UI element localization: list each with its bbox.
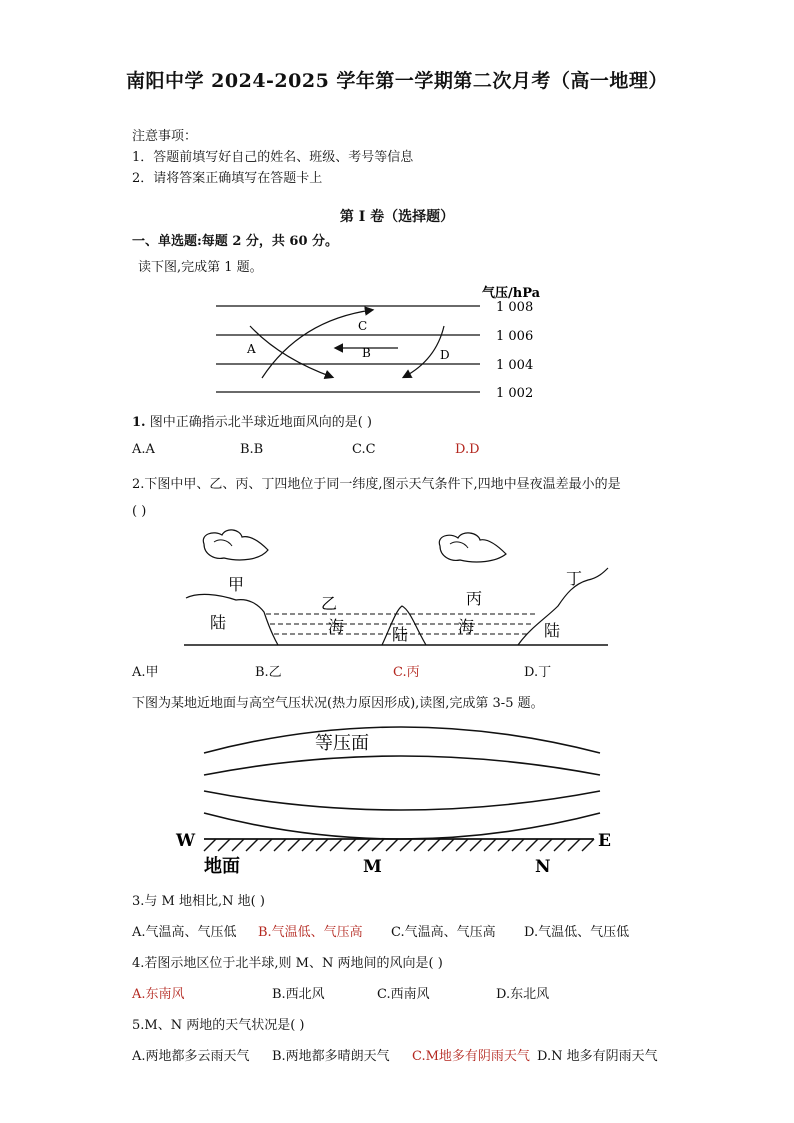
- label-sea: 海: [328, 617, 345, 636]
- section-title: 第 I 卷（选择题）: [339, 209, 455, 225]
- label-m: M: [363, 857, 382, 877]
- q5-option-a: A.两地都多云雨天气: [132, 1049, 250, 1064]
- label-land: 陆: [544, 621, 561, 640]
- label-land: 陆: [392, 625, 409, 644]
- q1-text: 图中正确指示北半球近地面风向的是( ): [145, 415, 372, 430]
- coast-ding: [518, 568, 608, 645]
- q4-option-d: D.东北风: [496, 987, 550, 1002]
- q2-stem: 2.下图中甲、乙、丙、丁四地位于同一纬度,图示天气条件下,四地中昼夜温差最小的是: [132, 477, 621, 492]
- q1-stem: [132, 411, 372, 430]
- q3-option-c: C.气温高、气压高: [391, 925, 496, 940]
- q5-option-d: D.N 地多有阴雨天气: [537, 1049, 658, 1064]
- q4-option-b: B.西北风: [272, 987, 325, 1002]
- part-heading: 一、单选题:每题 2 分，共 60 分。: [132, 234, 339, 249]
- intro-q3-5: 下图为某地近地面与高空气压状况(热力原因形成),读图,完成第 3-5 题。: [132, 696, 544, 711]
- axis-label: 气压/hPa: [482, 286, 541, 301]
- label-sea: 海: [458, 617, 475, 636]
- q4-stem: 4.若图示地区位于北半球,则 M、N 两地间的风向是( ): [132, 956, 443, 971]
- ground-hatching: [204, 839, 594, 851]
- q3-stem: 3.与 M 地相比,N 地( ): [132, 894, 265, 909]
- q5-stem: 5.M、N 两地的天气状况是( ): [132, 1018, 305, 1033]
- coast-jia: [186, 594, 278, 645]
- q3-option-d: D.气温低、气压低: [524, 925, 630, 940]
- q1-option-a: A.A: [132, 442, 155, 457]
- q2-option-d: D.丁: [524, 665, 552, 680]
- label-d: D: [440, 348, 450, 362]
- cloud-icon: [203, 530, 268, 560]
- isobaric-surface: [204, 756, 600, 775]
- isobar-value: 1 006: [496, 329, 534, 344]
- label-yi: 乙: [321, 594, 338, 613]
- isobar-value: 1 002: [496, 386, 534, 401]
- q1-option-d-answer: D.D: [455, 442, 480, 457]
- pressure-surface-figure: [170, 715, 630, 880]
- q4-option-c: C.西南风: [377, 987, 430, 1002]
- q5-option-c-answer: C.M地多有阴雨天气: [412, 1049, 530, 1064]
- q2-option-c-answer: C.丙: [393, 665, 420, 680]
- notice-item: 2．请将答案正确填写在答题卡上: [132, 171, 323, 186]
- q2-option-b: B.乙: [255, 665, 282, 680]
- isobaric-surface: [204, 791, 600, 810]
- intro-q1: 读下图,完成第 1 题。: [138, 260, 263, 275]
- page-title: 南阳中学 2024-2025 学年第一学期第二次月考（高一地理）: [126, 70, 668, 92]
- label-jia: 甲: [228, 575, 245, 594]
- q2-stem-cont: ( ): [132, 504, 147, 519]
- label-a: A: [247, 342, 256, 356]
- wind-arrow-c: [262, 310, 372, 378]
- land-sea-figure: [178, 528, 618, 658]
- q4-option-a-answer: A.东南风: [132, 987, 185, 1002]
- q1-option-c: C.C: [352, 442, 376, 457]
- isobar-wind-figure: [200, 280, 600, 408]
- isobar-value: 1 004: [496, 358, 534, 373]
- label-ding: 丁: [566, 569, 583, 588]
- label-w: W: [176, 831, 196, 851]
- q5-option-b: B.两地都多晴朗天气: [272, 1049, 390, 1064]
- q1-option-b: B.B: [240, 442, 264, 457]
- q3-option-a: A.气温高、气压低: [132, 925, 237, 940]
- isobaric-surface: [204, 727, 600, 753]
- isobaric-surface: [204, 813, 600, 839]
- q1-number: 1.: [132, 415, 146, 430]
- isobar-value: 1 008: [496, 300, 534, 315]
- label-c: C: [358, 319, 368, 333]
- notice-heading: 注意事项：: [132, 129, 198, 144]
- wind-arrow-a: [250, 326, 332, 377]
- label-land: 陆: [210, 613, 227, 632]
- q2-option-a: A.甲: [132, 665, 159, 680]
- label-ground: 地面: [204, 856, 240, 877]
- notice-item: 1．答题前填写好自己的姓名、班级、考号等信息: [132, 150, 414, 165]
- label-n: N: [535, 857, 551, 877]
- isobaric-label: 等压面: [315, 733, 369, 754]
- label-b: B: [362, 346, 371, 360]
- cloud-icon: [439, 533, 506, 562]
- q3-option-b-answer: B.气温低、气压高: [258, 925, 363, 940]
- label-e: E: [598, 831, 611, 851]
- wind-arrow-d: [404, 326, 444, 377]
- label-bing: 丙: [466, 589, 483, 608]
